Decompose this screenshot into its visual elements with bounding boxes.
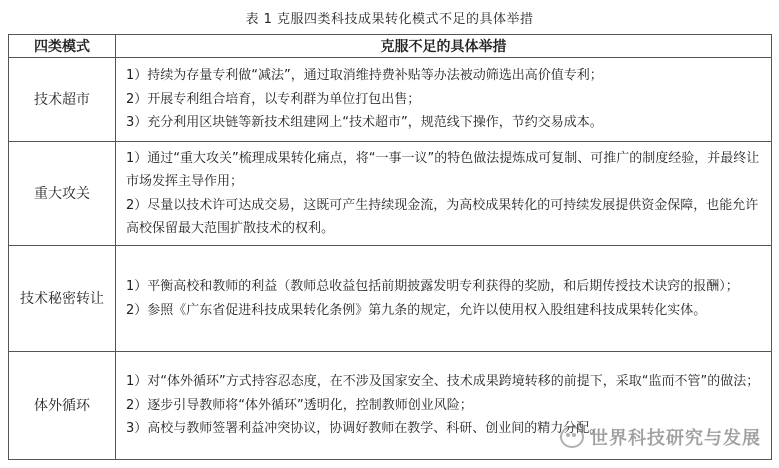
mode-cell: 重大攻关 <box>9 142 116 246</box>
mode-cell: 技术超市 <box>9 58 116 142</box>
table-row <box>9 352 772 460</box>
measure-item: 3）高校与教师签署利益冲突协议，协调好教师在教学、科研、创业间的精力分配。 <box>126 421 603 437</box>
measures-cell <box>116 246 772 352</box>
table-row <box>9 58 772 142</box>
measures-cell <box>116 142 772 246</box>
header-mode: 四类模式 <box>9 35 116 58</box>
mode-cell: 技术秘密转让 <box>9 246 116 352</box>
header-measures: 克服不足的具体举措 <box>116 35 772 58</box>
mode-cell: 体外循环 <box>9 352 116 460</box>
measure-item: 2）尽量以技术许可达成交易，这既可产生持续现金流，为高校成果转化的可持续发展提供资金保障，也能允许高校保留最大范围扩散技术的权利。 <box>126 197 759 236</box>
table-row <box>9 142 772 246</box>
measure-item: 1）持续为存量专利做“减法”，通过取消维持费补贴等办法被动筛选出高价值专利； <box>126 68 603 84</box>
measure-item: 3）充分利用区块链等新技术组建网上“技术超市”，规范线下操作，节约交易成本。 <box>126 115 603 131</box>
watermark-text: 世界科技研究与发展 <box>590 428 761 449</box>
table-caption: 表 1 克服四类科技成果转化模式不足的具体举措 <box>245 12 534 27</box>
measures-table <box>8 34 772 460</box>
measure-item: 1）对“体外循环”方式持容忍态度，在不涉及国家安全、技术成果跨境转移的前提下，采取“监而不管”的做法； <box>126 374 760 390</box>
table-row <box>9 246 772 352</box>
measure-item: 2）开展专利组合培育，以专利群为单位打包出售； <box>126 91 421 107</box>
measure-item: 2）参照《广东省促进科技成果转化条例》第九条的规定，允许以使用权入股组建科技成果转化实体。 <box>126 302 707 318</box>
table-header-row <box>9 35 772 58</box>
measure-item: 1）通过“重大攻关”梳理成果转化痛点，将“一事一议”的特色做法提炼成可复制、可推广的制度经验，并最终让市场发挥主导作用； <box>126 150 760 189</box>
measures-cell <box>116 352 772 460</box>
measure-item: 1）平衡高校和教师的利益（教师总收益包括前期披露发明专利获得的奖励，和后期传授技术诀窍的报酬）； <box>126 279 739 294</box>
measures-cell <box>116 58 772 142</box>
measure-item: 2）逐步引导教师将“体外循环”透明化，控制教师创业风险； <box>126 397 473 413</box>
